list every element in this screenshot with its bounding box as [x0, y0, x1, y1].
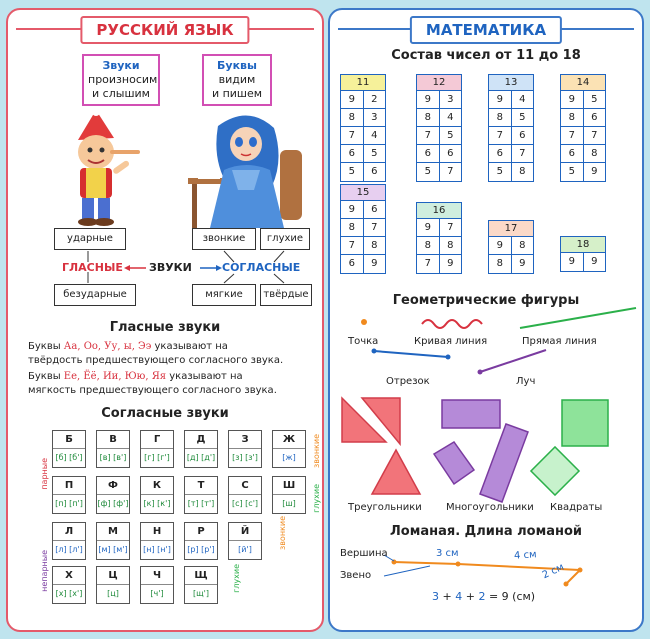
- number-table-cell: 7: [417, 127, 440, 144]
- unpaired-label: непарные: [40, 550, 49, 592]
- consonant-sound: [ч']: [150, 589, 164, 598]
- vowels-label: ГЛАСНЫЕ: [62, 261, 123, 274]
- consonants-label: СОГЛАСНЫЕ: [222, 261, 301, 274]
- consonant-letter: М: [97, 523, 129, 541]
- consonant-card: [96, 522, 130, 560]
- segment-line: [374, 351, 448, 357]
- consonant-letter: П: [53, 477, 85, 495]
- consonant-card: [184, 522, 218, 560]
- math-header: МАТЕМАТИКА: [410, 16, 562, 44]
- voiceless-label-top: глухие: [312, 484, 321, 513]
- p2-a: Буквы: [28, 371, 61, 382]
- vertex-label: Вершина: [340, 548, 388, 559]
- consonant-sound: [л] [л']: [55, 545, 83, 554]
- polygons-label: Многоугольники: [446, 502, 534, 513]
- consonant-card: [96, 430, 130, 468]
- number-table-header: 13: [489, 75, 533, 91]
- number-table-cell: 5: [371, 148, 378, 159]
- consonant-letter: Б: [53, 431, 85, 449]
- sounds-box-line2: и слышим: [92, 87, 150, 100]
- consonant-sound: [й']: [238, 545, 252, 554]
- number-table-cell: 8: [591, 148, 598, 159]
- geometry-title: Геометрические фигуры: [392, 293, 580, 308]
- composition-title: Состав чисел от 11 до 18: [391, 48, 581, 63]
- number-table-cell: 8: [371, 240, 378, 251]
- consonant-letter: Н: [141, 523, 173, 541]
- consonant-card: [184, 430, 218, 468]
- consonant-sound: [к] [к']: [143, 499, 171, 508]
- russian-header: РУССКИЙ ЯЗЫК: [80, 16, 249, 44]
- consonant-card: [140, 430, 174, 468]
- sounds-box-line1: произносим: [88, 73, 158, 86]
- seg1-label: 3 см: [436, 548, 459, 559]
- number-table-cell: 8: [341, 109, 364, 126]
- consonant-card: [96, 566, 130, 604]
- square-1: [562, 400, 608, 446]
- number-table-cell: 5: [519, 112, 526, 123]
- unstressed-box: безударные: [54, 284, 136, 306]
- squares-label: Квадраты: [550, 502, 603, 513]
- number-table-cell: 9: [417, 91, 440, 108]
- soft-box: мягкие: [192, 284, 256, 306]
- straight-label: Прямая линия: [522, 336, 597, 347]
- voiceless-label-bottom: глухие: [232, 564, 241, 593]
- consonant-sound: [г] [г']: [144, 453, 170, 462]
- number-table-cell: 6: [519, 130, 526, 141]
- number-table-cell: 5: [447, 130, 454, 141]
- consonant-letter: С: [229, 477, 261, 495]
- number-table-header: 16: [417, 203, 461, 219]
- consonant-sound: [в] [в']: [99, 453, 127, 462]
- consonant-sound: [с] [с']: [231, 499, 259, 508]
- consonant-letter: К: [141, 477, 173, 495]
- consonant-card: [140, 522, 174, 560]
- number-table-cell: 8: [341, 219, 364, 236]
- consonant-letter: Ш: [273, 477, 305, 495]
- number-table-cell: 5: [417, 163, 440, 181]
- number-table-cell: 4: [447, 112, 454, 123]
- number-table-cell: 6: [561, 145, 584, 162]
- consonants-title: Согласные звуки: [101, 406, 229, 421]
- consonant-card: [272, 430, 306, 468]
- triangle-3: [372, 450, 420, 494]
- consonant-card: [52, 476, 86, 514]
- number-table-cell: 3: [447, 94, 454, 105]
- number-table-cell: 7: [341, 127, 364, 144]
- ray-label: Луч: [516, 376, 536, 387]
- number-table-cell: 8: [489, 109, 512, 126]
- stressed-box: ударные: [54, 228, 126, 250]
- number-table-cell: 7: [417, 255, 440, 273]
- consonant-letter: Р: [185, 523, 217, 541]
- number-table-cell: 9: [341, 91, 364, 108]
- russian-panel: [6, 8, 324, 632]
- polygon-2: [434, 442, 474, 484]
- number-table-header: 17: [489, 221, 533, 237]
- number-table-cell: 5: [591, 94, 598, 105]
- number-table-cell: 7: [591, 130, 598, 141]
- square-2: [531, 447, 579, 495]
- consonant-letter: Т: [185, 477, 217, 495]
- letters-box-line1: видим: [218, 73, 256, 86]
- consonant-sound: [д] [д']: [186, 453, 216, 462]
- polyline-title: Ломаная. Длина ломаной: [389, 524, 583, 539]
- vowels-paragraph-2: [28, 370, 318, 398]
- curve-label: Кривая линия: [414, 336, 488, 347]
- consonant-sound: [ж]: [282, 453, 296, 462]
- number-table-cell: 9: [591, 166, 598, 177]
- consonant-letter: Д: [185, 431, 217, 449]
- consonant-letter: Й: [229, 523, 261, 541]
- point-label: Точка: [348, 336, 379, 347]
- consonant-letter: Ч: [141, 567, 173, 585]
- number-table-cell: 7: [371, 222, 378, 233]
- number-table-header: 15: [341, 185, 385, 201]
- number-table-cell: 9: [519, 258, 526, 269]
- number-table-cell: 7: [519, 148, 526, 159]
- consonant-letter: Ц: [97, 567, 129, 585]
- seg2-label: 4 см: [513, 549, 537, 562]
- number-table-cell: 8: [447, 240, 454, 251]
- consonant-sound: [п] [п']: [55, 499, 83, 508]
- consonant-sound: [б] [б']: [55, 453, 83, 462]
- consonant-card: [140, 476, 174, 514]
- p2-letters: Ее, Ёё, Ии, Юю, Яя: [63, 371, 167, 382]
- number-table-cell: 6: [591, 112, 598, 123]
- consonant-card: [228, 522, 262, 560]
- ray-line: [480, 350, 546, 372]
- consonant-sound: [р] [р']: [187, 545, 215, 554]
- polygon-1: [442, 400, 500, 428]
- number-table-cell: 9: [489, 91, 512, 108]
- consonant-letter: В: [97, 431, 129, 449]
- voiced-box: звонкие: [192, 228, 256, 250]
- point-dot: [361, 319, 367, 325]
- p1-b: указывают на: [154, 341, 228, 352]
- number-table-cell: 9: [561, 91, 584, 108]
- consonant-sound: [щ']: [193, 589, 209, 598]
- number-table-cell: 7: [489, 127, 512, 144]
- number-table-cell: 9: [341, 201, 364, 218]
- number-table-cell: 9: [591, 256, 598, 267]
- polygon-3: [480, 424, 528, 502]
- geometry-drawings: [330, 10, 646, 634]
- voiceless-box: глухие: [260, 228, 310, 250]
- number-table-cell: 9: [447, 258, 454, 269]
- consonant-card: [228, 476, 262, 514]
- number-table-cell: 7: [561, 127, 584, 144]
- consonant-sound: [ф] [ф']: [97, 499, 129, 508]
- consonant-card: [96, 476, 130, 514]
- letters-box-title: Буквы: [217, 59, 257, 72]
- segment-label: Отрезок: [386, 376, 430, 387]
- formula-a: 3: [432, 590, 439, 603]
- number-table-cell: 9: [417, 219, 440, 236]
- consonant-letter: Ж: [273, 431, 305, 449]
- sounds-box-title: Звуки: [102, 59, 140, 72]
- number-table-cell: 8: [489, 255, 512, 273]
- consonant-card: [52, 566, 86, 604]
- consonant-sound: [з] [з']: [232, 453, 258, 462]
- vowels-paragraph-1: [28, 340, 318, 368]
- number-table-cell: 9: [489, 237, 512, 254]
- p2-b: указывают на: [169, 371, 243, 382]
- consonant-letter: Х: [53, 567, 85, 585]
- p2-c: мягкость предшествующего согласного звука.: [28, 385, 277, 396]
- straight-line: [520, 308, 636, 328]
- formula-result: 9 (см): [501, 590, 536, 603]
- number-table-cell: 6: [371, 204, 378, 215]
- number-table-header: 11: [341, 75, 385, 91]
- number-table-cell: 8: [417, 109, 440, 126]
- number-table-cell: 6: [489, 145, 512, 162]
- diagram-arrows: [8, 10, 326, 330]
- number-table-cell: 6: [371, 166, 378, 177]
- p1-a: Буквы: [28, 341, 61, 352]
- consonant-sound: [т] [т']: [187, 499, 215, 508]
- voiced-label-bottom: звонкие: [278, 516, 287, 551]
- seg3-label: 2 см: [540, 561, 566, 582]
- consonant-letter: Щ: [185, 567, 217, 585]
- voiced-label-top: звонкие: [312, 434, 321, 469]
- number-table-cell: 6: [341, 145, 364, 162]
- polyline-formula: 3 + 4 + 2 = 9 (см): [432, 590, 536, 603]
- number-table-cell: 9: [561, 253, 584, 271]
- number-table-cell: 4: [519, 94, 526, 105]
- number-table-cell: 9: [371, 258, 378, 269]
- consonant-sound: [н] [н']: [143, 545, 171, 554]
- number-table-cell: 8: [519, 166, 526, 177]
- number-table-header: 14: [561, 75, 605, 91]
- formula-b: 4: [455, 590, 463, 603]
- consonant-sound: [ш]: [282, 499, 296, 508]
- number-table-cell: 4: [371, 130, 378, 141]
- number-table-cell: 8: [561, 109, 584, 126]
- formula-c: 2: [478, 590, 486, 603]
- number-table-header: 18: [561, 237, 605, 253]
- consonant-sound: [м] [м']: [98, 545, 128, 554]
- curve-line: [422, 320, 482, 328]
- number-table-cell: 8: [417, 237, 440, 254]
- vowels-title: Гласные звуки: [109, 320, 221, 335]
- consonant-letter: Ф: [97, 477, 129, 495]
- hard-box: твёрдые: [260, 284, 312, 306]
- consonant-card: [52, 522, 86, 560]
- consonant-letter: З: [229, 431, 261, 449]
- number-table-cell: 5: [341, 163, 364, 181]
- number-table-header: 12: [417, 75, 461, 91]
- number-table-cell: 2: [371, 94, 378, 105]
- consonant-card: [184, 476, 218, 514]
- consonant-card: [140, 566, 174, 604]
- consonant-sound: [х] [х']: [55, 589, 83, 598]
- triangles-label: Треугольники: [348, 502, 422, 513]
- p1-letters: Аа, Оо, Уу, ы, Ээ: [63, 341, 152, 352]
- sounds-label: ЗВУКИ: [149, 261, 192, 274]
- number-table-cell: 8: [519, 240, 526, 251]
- consonant-card: [184, 566, 218, 604]
- consonant-card: [272, 476, 306, 514]
- number-table-cell: 6: [447, 148, 454, 159]
- letters-box-line2: и пишем: [211, 87, 263, 100]
- number-table-cell: 7: [447, 166, 454, 177]
- number-table-cell: 6: [417, 145, 440, 162]
- consonant-letter: Л: [53, 523, 85, 541]
- p1-c: твёрдость предшествующего согласного звука.: [28, 355, 284, 366]
- number-table-cell: 3: [371, 112, 378, 123]
- number-table-cell: 6: [341, 255, 364, 273]
- link-label: Звено: [340, 570, 372, 581]
- number-table-cell: 7: [447, 222, 454, 233]
- consonant-letter: Г: [141, 431, 173, 449]
- consonant-sound: [ц]: [107, 589, 119, 598]
- number-table-cell: 5: [561, 163, 584, 181]
- math-panel: [328, 8, 644, 632]
- number-table-cell: 7: [341, 237, 364, 254]
- number-table-cell: 5: [489, 163, 512, 181]
- consonant-card: [52, 430, 86, 468]
- consonant-card: [228, 430, 262, 468]
- paired-label: парные: [40, 458, 49, 490]
